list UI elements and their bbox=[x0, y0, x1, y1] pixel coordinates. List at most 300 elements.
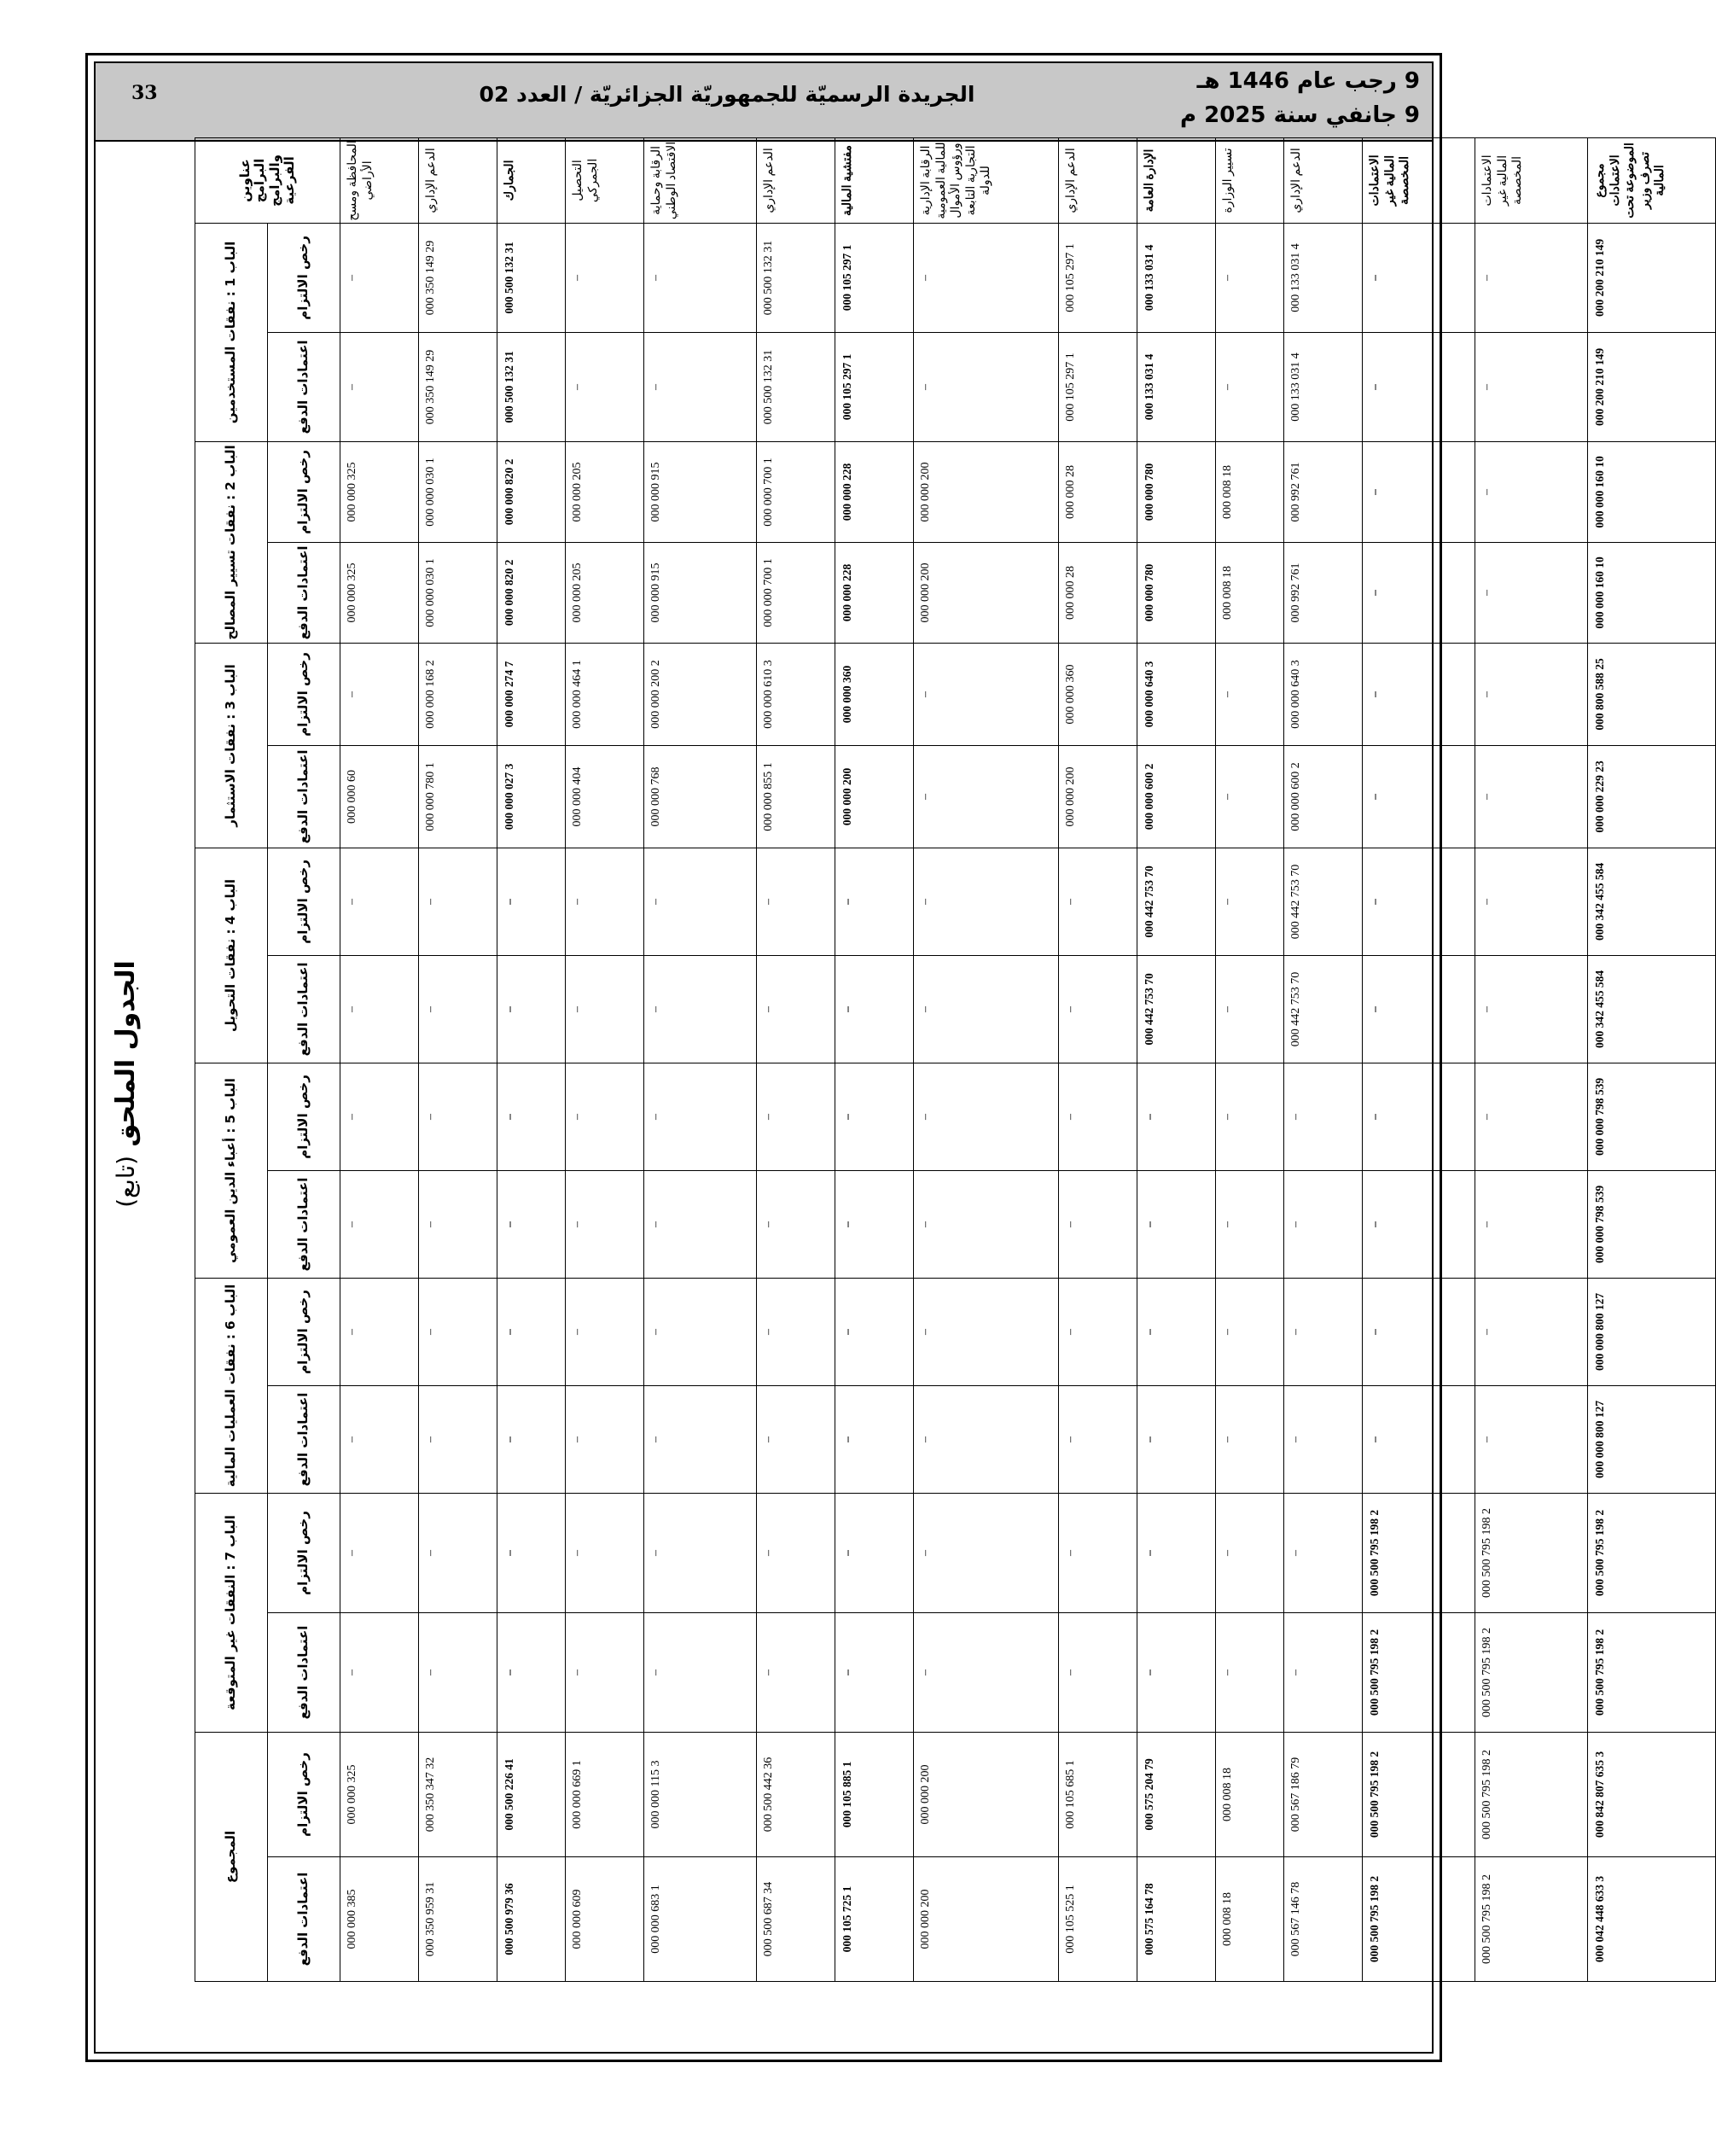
cell-commitment: – bbox=[566, 1278, 644, 1385]
subheader-commitment: رخص الالتزام bbox=[268, 223, 340, 332]
cell-commitment: – bbox=[914, 223, 1059, 332]
cell-payment: 1 700 000 000 bbox=[757, 542, 835, 643]
cell-commitment: 31 132 500 000 bbox=[757, 223, 835, 332]
cell-commitment: – bbox=[757, 1493, 835, 1612]
cell-commitment: – bbox=[340, 1063, 419, 1170]
table-row bbox=[1059, 137, 1137, 1981]
cell-commitment: – bbox=[914, 1063, 1059, 1170]
cell-payment: – bbox=[1137, 1612, 1216, 1732]
cell-commitment: – bbox=[1216, 1063, 1284, 1170]
cell-payment: – bbox=[1216, 1170, 1284, 1278]
row-label: الدعم الإداري bbox=[1059, 137, 1137, 223]
cell-payment: – bbox=[340, 1612, 419, 1732]
cell-commitment: – bbox=[914, 1493, 1059, 1612]
cell-commitment: – bbox=[340, 223, 419, 332]
cell-payment: – bbox=[566, 332, 644, 441]
cell-commitment: – bbox=[1059, 848, 1137, 955]
cell-payment: 385 000 000 bbox=[340, 1856, 419, 1981]
column-group-header: الباب 5 : أعباء الدين العمومي bbox=[195, 1063, 268, 1278]
cell-payment: – bbox=[644, 955, 757, 1063]
cell-commitment: 29 149 350 000 bbox=[419, 223, 497, 332]
cell-payment: – bbox=[1363, 955, 1475, 1063]
cell-commitment: 28 000 000 bbox=[1059, 441, 1137, 542]
cell-commitment: 539 798 000 000 bbox=[1588, 1063, 1716, 1170]
cell-payment: – bbox=[914, 1385, 1059, 1493]
cell-payment: 1 780 000 000 bbox=[419, 745, 497, 848]
annex-table-title bbox=[111, 171, 141, 1997]
cell-payment: – bbox=[1137, 1170, 1216, 1278]
cell-payment: 36 979 500 000 bbox=[497, 1856, 566, 1981]
cell-payment: – bbox=[340, 1385, 419, 1493]
cell-commitment: – bbox=[497, 1278, 566, 1385]
cell-payment: – bbox=[419, 1385, 497, 1493]
cell-payment: – bbox=[1363, 745, 1475, 848]
cell-payment: 70 753 442 000 bbox=[1284, 955, 1363, 1063]
cell-payment: 1 030 000 000 bbox=[419, 542, 497, 643]
cell-commitment: 2 200 000 000 bbox=[644, 643, 757, 745]
cell-commitment: 31 132 500 000 bbox=[497, 223, 566, 332]
cell-payment: – bbox=[835, 1170, 914, 1278]
cell-payment: 2 198 795 500 000 bbox=[1588, 1612, 1716, 1732]
cell-commitment: – bbox=[1363, 441, 1475, 542]
date-hijri: 9 رجب عام 1446 هـ bbox=[1196, 68, 1420, 94]
cell-payment: – bbox=[1284, 1170, 1363, 1278]
cell-payment: 1 725 105 000 bbox=[835, 1856, 914, 1981]
cell-commitment: – bbox=[497, 848, 566, 955]
cell-commitment: – bbox=[1216, 1278, 1284, 1385]
table-row bbox=[1363, 137, 1475, 1981]
cell-payment: 228 000 000 bbox=[835, 542, 914, 643]
cell-payment: – bbox=[497, 1612, 566, 1732]
cell-commitment: 1 297 105 000 bbox=[835, 223, 914, 332]
cell-payment: – bbox=[566, 1170, 644, 1278]
cell-commitment: 79 186 567 000 bbox=[1284, 1732, 1363, 1856]
subheader-commitment: رخص الالتزام bbox=[268, 1278, 340, 1385]
cell-payment: – bbox=[419, 1170, 497, 1278]
cell-payment: – bbox=[497, 1170, 566, 1278]
cell-commitment: – bbox=[419, 1063, 497, 1170]
cell-payment: – bbox=[835, 1612, 914, 1732]
column-group-header: الباب 6 : نفقات العمليات المالية bbox=[195, 1278, 268, 1493]
cell-commitment: 915 000 000 bbox=[644, 441, 757, 542]
cell-payment: – bbox=[757, 955, 835, 1063]
annex-table-body bbox=[340, 137, 1716, 1981]
cell-commitment: – bbox=[1475, 1278, 1588, 1385]
cell-payment: 149 210 200 000 bbox=[1588, 332, 1716, 441]
cell-commitment: – bbox=[1059, 1278, 1137, 1385]
cell-payment: – bbox=[340, 332, 419, 441]
subheader-payment: اعتمادات الدفع bbox=[268, 955, 340, 1063]
cell-payment: – bbox=[1059, 1612, 1137, 1732]
cell-payment: – bbox=[1475, 542, 1588, 643]
cell-commitment: 7 274 000 000 bbox=[497, 643, 566, 745]
cell-commitment: – bbox=[757, 1278, 835, 1385]
cell-payment: 768 000 000 bbox=[644, 745, 757, 848]
cell-commitment: – bbox=[566, 1493, 644, 1612]
cell-commitment: – bbox=[644, 1063, 757, 1170]
cell-commitment: – bbox=[1137, 1278, 1216, 1385]
cell-commitment: 584 455 342 000 bbox=[1588, 848, 1716, 955]
cell-commitment: 1 297 105 000 bbox=[1059, 223, 1137, 332]
cell-payment: 200 000 000 bbox=[914, 542, 1059, 643]
cell-payment: 28 000 000 bbox=[1059, 542, 1137, 643]
cell-commitment: – bbox=[340, 1493, 419, 1612]
cell-payment: – bbox=[497, 1385, 566, 1493]
cell-commitment: 70 753 442 000 bbox=[1137, 848, 1216, 955]
cell-payment: 3 633 448 042 000 bbox=[1588, 1856, 1716, 1981]
cell-payment: 2 600 000 000 bbox=[1284, 745, 1363, 848]
cell-payment: 18 008 000 bbox=[1216, 1856, 1284, 1981]
cell-payment: 127 800 000 000 bbox=[1588, 1385, 1716, 1493]
cell-commitment: – bbox=[1137, 1063, 1216, 1170]
row-label: تسيير الوزارة bbox=[1216, 137, 1284, 223]
cell-payment: – bbox=[1475, 332, 1588, 441]
cell-commitment: – bbox=[340, 1278, 419, 1385]
cell-payment: 2 600 000 000 bbox=[1137, 745, 1216, 848]
column-group-header: الباب 2 : نفقات تسيير المصالح bbox=[195, 441, 268, 643]
cell-commitment: 18 008 000 bbox=[1216, 441, 1284, 542]
gazette-title: الجريدة الرسميّة للجمهوريّة الجزائريّة / العدد 02 bbox=[479, 82, 975, 107]
subheader-payment: اعتمادات الدفع bbox=[268, 1385, 340, 1493]
annex-table-head bbox=[195, 137, 340, 1981]
cell-commitment: – bbox=[757, 848, 835, 955]
rotated-annex-content bbox=[111, 140, 1667, 1997]
cell-commitment: 32 347 350 000 bbox=[419, 1732, 497, 1856]
cell-commitment: – bbox=[1284, 1278, 1363, 1385]
cell-commitment: – bbox=[1475, 848, 1588, 955]
cell-commitment: 1 464 000 000 bbox=[566, 643, 644, 745]
table-row bbox=[1284, 137, 1363, 1981]
cell-commitment: – bbox=[419, 1278, 497, 1385]
cell-commitment: 149 210 200 000 bbox=[1588, 223, 1716, 332]
cell-payment: – bbox=[1059, 955, 1137, 1063]
header-row-subcolumns bbox=[268, 137, 340, 1981]
cell-commitment: – bbox=[757, 1063, 835, 1170]
cell-commitment: 2 198 795 500 000 bbox=[1475, 1493, 1588, 1612]
cell-payment: 31 959 350 000 bbox=[419, 1856, 497, 1981]
row-label: المحافظة ومسح الأراضي bbox=[340, 137, 419, 223]
cell-payment: – bbox=[914, 955, 1059, 1063]
cell-payment: 78 146 567 000 bbox=[1284, 1856, 1363, 1981]
cell-payment: – bbox=[644, 1612, 757, 1732]
cell-payment: – bbox=[1216, 1385, 1284, 1493]
cell-payment: 2 198 795 500 000 bbox=[1475, 1612, 1588, 1732]
cell-payment: – bbox=[419, 1612, 497, 1732]
table-row bbox=[1588, 137, 1716, 1981]
cell-payment: – bbox=[1363, 542, 1475, 643]
cell-commitment: – bbox=[914, 848, 1059, 955]
cell-commitment: 325 000 000 bbox=[340, 441, 419, 542]
cell-payment: – bbox=[835, 955, 914, 1063]
cell-commitment: 36 442 500 000 bbox=[757, 1732, 835, 1856]
row-label: الإدارة العامة bbox=[1137, 137, 1216, 223]
column-group-header: الباب 3 : نفقات الاستثمار bbox=[195, 643, 268, 848]
cell-commitment: – bbox=[644, 1493, 757, 1612]
cell-payment: – bbox=[644, 1385, 757, 1493]
cell-payment: 200 000 000 bbox=[914, 1856, 1059, 1981]
cell-payment: – bbox=[419, 955, 497, 1063]
cell-commitment: 360 000 000 bbox=[835, 643, 914, 745]
cell-commitment: – bbox=[497, 1493, 566, 1612]
cell-commitment: 3 640 000 000 bbox=[1284, 643, 1363, 745]
cell-commitment: 205 000 000 bbox=[566, 441, 644, 542]
cell-commitment: 2 198 795 500 000 bbox=[1588, 1493, 1716, 1612]
cell-commitment: – bbox=[340, 848, 419, 955]
cell-commitment: – bbox=[419, 848, 497, 955]
column-group-header: المجموع bbox=[195, 1732, 268, 1981]
column-group-header: الباب 1 : نفقات المستخدمين bbox=[195, 223, 268, 441]
column-group-header: الباب 7 : النفقات غير المتوقعة bbox=[195, 1493, 268, 1732]
cell-payment: 780 000 000 bbox=[1137, 542, 1216, 643]
row-label: الجمارك bbox=[497, 137, 566, 223]
cell-commitment: 228 000 000 bbox=[835, 441, 914, 542]
cell-commitment: 2 820 000 000 bbox=[497, 441, 566, 542]
cell-commitment: 10 160 000 000 bbox=[1588, 441, 1716, 542]
column-header-programs: عناوين البرامج والبرامج الفرعية bbox=[195, 137, 340, 223]
cell-payment: – bbox=[757, 1385, 835, 1493]
cell-payment: – bbox=[1475, 745, 1588, 848]
cell-commitment: 200 000 000 bbox=[914, 441, 1059, 542]
cell-commitment: 70 753 442 000 bbox=[1284, 848, 1363, 955]
cell-payment: 60 000 000 bbox=[340, 745, 419, 848]
cell-payment: – bbox=[1137, 1385, 1216, 1493]
cell-commitment: – bbox=[835, 848, 914, 955]
table-row bbox=[1216, 137, 1284, 1981]
cell-commitment: 1 669 000 000 bbox=[566, 1732, 644, 1856]
cell-payment: – bbox=[1284, 1385, 1363, 1493]
cell-payment: – bbox=[566, 1612, 644, 1732]
cell-payment: – bbox=[1216, 332, 1284, 441]
cell-commitment: 79 204 575 000 bbox=[1137, 1732, 1216, 1856]
subheader-commitment: رخص الالتزام bbox=[268, 1063, 340, 1170]
cell-commitment: – bbox=[566, 1063, 644, 1170]
cell-payment: – bbox=[1059, 1170, 1137, 1278]
cell-commitment: – bbox=[1475, 223, 1588, 332]
cell-payment: 200 000 000 bbox=[835, 745, 914, 848]
cell-payment: – bbox=[1475, 1170, 1588, 1278]
cell-payment: – bbox=[1363, 332, 1475, 441]
cell-payment: 205 000 000 bbox=[566, 542, 644, 643]
table-row bbox=[757, 137, 835, 1981]
cell-payment: 1 855 000 000 bbox=[757, 745, 835, 848]
cell-commitment: – bbox=[835, 1278, 914, 1385]
cell-commitment: 18 008 000 bbox=[1216, 1732, 1284, 1856]
cell-payment: – bbox=[340, 955, 419, 1063]
cell-payment: 4 031 133 000 bbox=[1137, 332, 1216, 441]
cell-payment: – bbox=[757, 1170, 835, 1278]
cell-commitment: 25 588 800 000 bbox=[1588, 643, 1716, 745]
cell-commitment: 780 000 000 bbox=[1137, 441, 1216, 542]
cell-payment: – bbox=[914, 1612, 1059, 1732]
cell-payment: – bbox=[1216, 1612, 1284, 1732]
cell-commitment: 3 610 000 000 bbox=[757, 643, 835, 745]
cell-commitment: – bbox=[566, 223, 644, 332]
cell-payment: – bbox=[497, 955, 566, 1063]
cell-payment: 18 008 000 bbox=[1216, 542, 1284, 643]
cell-payment: 2 198 795 500 000 bbox=[1363, 1856, 1475, 1981]
cell-payment: 23 229 000 000 bbox=[1588, 745, 1716, 848]
cell-commitment: – bbox=[1363, 223, 1475, 332]
annex-table bbox=[195, 137, 1716, 1982]
cell-commitment: 1 685 105 000 bbox=[1059, 1732, 1137, 1856]
cell-commitment: – bbox=[1059, 1063, 1137, 1170]
cell-commitment: 2 198 795 500 000 bbox=[1363, 1493, 1475, 1612]
cell-commitment: – bbox=[566, 848, 644, 955]
cell-commitment: – bbox=[1216, 848, 1284, 955]
cell-payment: 31 132 500 000 bbox=[497, 332, 566, 441]
subheader-commitment: رخص الالتزام bbox=[268, 1493, 340, 1612]
cell-commitment: – bbox=[1475, 643, 1588, 745]
cell-payment: 3 027 000 000 bbox=[497, 745, 566, 848]
cell-commitment: 4 031 133 000 bbox=[1137, 223, 1216, 332]
cell-commitment: – bbox=[419, 1493, 497, 1612]
cell-payment: 761 992 000 bbox=[1284, 542, 1363, 643]
cell-commitment: 325 000 000 bbox=[340, 1732, 419, 1856]
row-label: الاعتمادات المالية غير المخصصة bbox=[1363, 137, 1475, 223]
cell-commitment: 2 198 795 500 000 bbox=[1475, 1732, 1588, 1856]
table-row bbox=[340, 137, 419, 1981]
subheader-payment: اعتمادات الدفع bbox=[268, 1612, 340, 1732]
cell-payment: – bbox=[644, 1170, 757, 1278]
cell-commitment: – bbox=[644, 223, 757, 332]
table-row bbox=[1137, 137, 1216, 1981]
cell-payment: 2 820 000 000 bbox=[497, 542, 566, 643]
cell-commitment: 2 198 795 500 000 bbox=[1363, 1732, 1475, 1856]
cell-commitment: – bbox=[644, 1278, 757, 1385]
row-label: الرقابة الإدارية للمالية العمومية ورؤوس الأموال التجارية التابعة للدولة bbox=[914, 137, 1059, 223]
cell-payment: 70 753 442 000 bbox=[1137, 955, 1216, 1063]
cell-payment: – bbox=[566, 1385, 644, 1493]
header-row-groups bbox=[195, 137, 268, 1981]
cell-commitment: 1 030 000 000 bbox=[419, 441, 497, 542]
subheader-payment: اعتمادات الدفع bbox=[268, 1856, 340, 1981]
cell-commitment: 1 700 000 000 bbox=[757, 441, 835, 542]
subheader-commitment: رخص الالتزام bbox=[268, 848, 340, 955]
cell-commitment: 1 885 105 000 bbox=[835, 1732, 914, 1856]
date-gregorian: 9 جانفي سنة 2025 م bbox=[1180, 102, 1420, 128]
cell-payment: 78 164 575 000 bbox=[1137, 1856, 1216, 1981]
cell-payment: – bbox=[1216, 745, 1284, 848]
row-label: مجموع الاعتمادات الموضوعة تحت تصرف وزير المالية bbox=[1588, 137, 1716, 223]
subheader-commitment: رخص الالتزام bbox=[268, 1732, 340, 1856]
cell-payment: – bbox=[566, 955, 644, 1063]
row-label: التحصيل الجمركي bbox=[566, 137, 644, 223]
cell-commitment: – bbox=[1475, 441, 1588, 542]
cell-payment: 584 455 342 000 bbox=[1588, 955, 1716, 1063]
table-row bbox=[419, 137, 497, 1981]
table-row bbox=[914, 137, 1059, 1981]
row-label: مفتشية المالية bbox=[835, 137, 914, 223]
table-row bbox=[497, 137, 566, 1981]
cell-payment: 200 000 000 bbox=[1059, 745, 1137, 848]
cell-commitment: – bbox=[1363, 848, 1475, 955]
cell-payment: 609 000 000 bbox=[566, 1856, 644, 1981]
subheader-payment: اعتمادات الدفع bbox=[268, 1170, 340, 1278]
cell-commitment: 360 000 000 bbox=[1059, 643, 1137, 745]
cell-commitment: – bbox=[914, 643, 1059, 745]
cell-commitment: 761 992 000 bbox=[1284, 441, 1363, 542]
annex-subtitle-text: (تابع) bbox=[112, 1155, 140, 1208]
cell-payment: – bbox=[1059, 1385, 1137, 1493]
cell-commitment: 3 640 000 000 bbox=[1137, 643, 1216, 745]
cell-payment: 404 000 000 bbox=[566, 745, 644, 848]
cell-payment: – bbox=[1216, 955, 1284, 1063]
cell-commitment: 4 031 133 000 bbox=[1284, 223, 1363, 332]
cell-commitment: 3 635 807 842 000 bbox=[1588, 1732, 1716, 1856]
cell-payment: – bbox=[1475, 955, 1588, 1063]
cell-payment: 34 687 500 000 bbox=[757, 1856, 835, 1981]
cell-commitment: – bbox=[340, 643, 419, 745]
subheader-commitment: رخص الالتزام bbox=[268, 643, 340, 745]
cell-payment: 4 031 133 000 bbox=[1284, 332, 1363, 441]
page-header bbox=[96, 63, 1432, 142]
cell-payment: – bbox=[835, 1385, 914, 1493]
subheader-payment: اعتمادات الدفع bbox=[268, 332, 340, 441]
cell-payment: 1 525 105 000 bbox=[1059, 1856, 1137, 1981]
cell-commitment: – bbox=[497, 1063, 566, 1170]
cell-payment: – bbox=[1284, 1612, 1363, 1732]
cell-commitment: – bbox=[1137, 1493, 1216, 1612]
row-label: الاعتمادات المالية غير المخصصة bbox=[1475, 137, 1588, 223]
cell-payment: – bbox=[914, 332, 1059, 441]
table-row bbox=[835, 137, 914, 1981]
column-group-header: الباب 4 : نفقات التحويل bbox=[195, 848, 268, 1063]
cell-payment: 2 198 795 500 000 bbox=[1475, 1856, 1588, 1981]
cell-payment: 31 132 500 000 bbox=[757, 332, 835, 441]
cell-commitment: – bbox=[1284, 1063, 1363, 1170]
cell-commitment: 127 800 000 000 bbox=[1588, 1278, 1716, 1385]
cell-commitment: – bbox=[1216, 1493, 1284, 1612]
cell-commitment: – bbox=[1363, 1063, 1475, 1170]
cell-payment: 1 297 105 000 bbox=[835, 332, 914, 441]
table-row bbox=[1475, 137, 1588, 1981]
cell-commitment: – bbox=[1059, 1493, 1137, 1612]
cell-commitment: 41 226 500 000 bbox=[497, 1732, 566, 1856]
cell-payment: – bbox=[757, 1612, 835, 1732]
cell-commitment: – bbox=[835, 1493, 914, 1612]
cell-payment: – bbox=[914, 1170, 1059, 1278]
row-label: الدعم الإداري bbox=[1284, 137, 1363, 223]
cell-commitment: – bbox=[1216, 223, 1284, 332]
cell-payment: – bbox=[644, 332, 757, 441]
page-number: 33 bbox=[131, 82, 158, 104]
subheader-payment: اعتمادات الدفع bbox=[268, 745, 340, 848]
cell-payment: 29 149 350 000 bbox=[419, 332, 497, 441]
cell-commitment: 3 115 000 000 bbox=[644, 1732, 757, 1856]
cell-payment: 539 798 000 000 bbox=[1588, 1170, 1716, 1278]
cell-commitment: – bbox=[1363, 1278, 1475, 1385]
cell-commitment: – bbox=[1475, 1063, 1588, 1170]
cell-payment: 10 160 000 000 bbox=[1588, 542, 1716, 643]
cell-commitment: 200 000 000 bbox=[914, 1732, 1059, 1856]
cell-payment: – bbox=[1363, 1385, 1475, 1493]
row-label: الدعم الإداري bbox=[419, 137, 497, 223]
annex-title-text: الجدول الملحق bbox=[111, 960, 141, 1147]
cell-commitment: – bbox=[1216, 643, 1284, 745]
cell-commitment: – bbox=[835, 1063, 914, 1170]
cell-payment: 915 000 000 bbox=[644, 542, 757, 643]
table-row bbox=[644, 137, 757, 1981]
cell-payment: – bbox=[1475, 1385, 1588, 1493]
row-label: الرقابة وحماية الاقتصاد الوطني bbox=[644, 137, 757, 223]
subheader-payment: اعتمادات الدفع bbox=[268, 542, 340, 643]
table-row bbox=[566, 137, 644, 1981]
cell-payment: 1 683 000 000 bbox=[644, 1856, 757, 1981]
cell-payment: – bbox=[914, 745, 1059, 848]
cell-commitment: – bbox=[1363, 643, 1475, 745]
cell-commitment: 2 168 000 000 bbox=[419, 643, 497, 745]
cell-payment: 325 000 000 bbox=[340, 542, 419, 643]
